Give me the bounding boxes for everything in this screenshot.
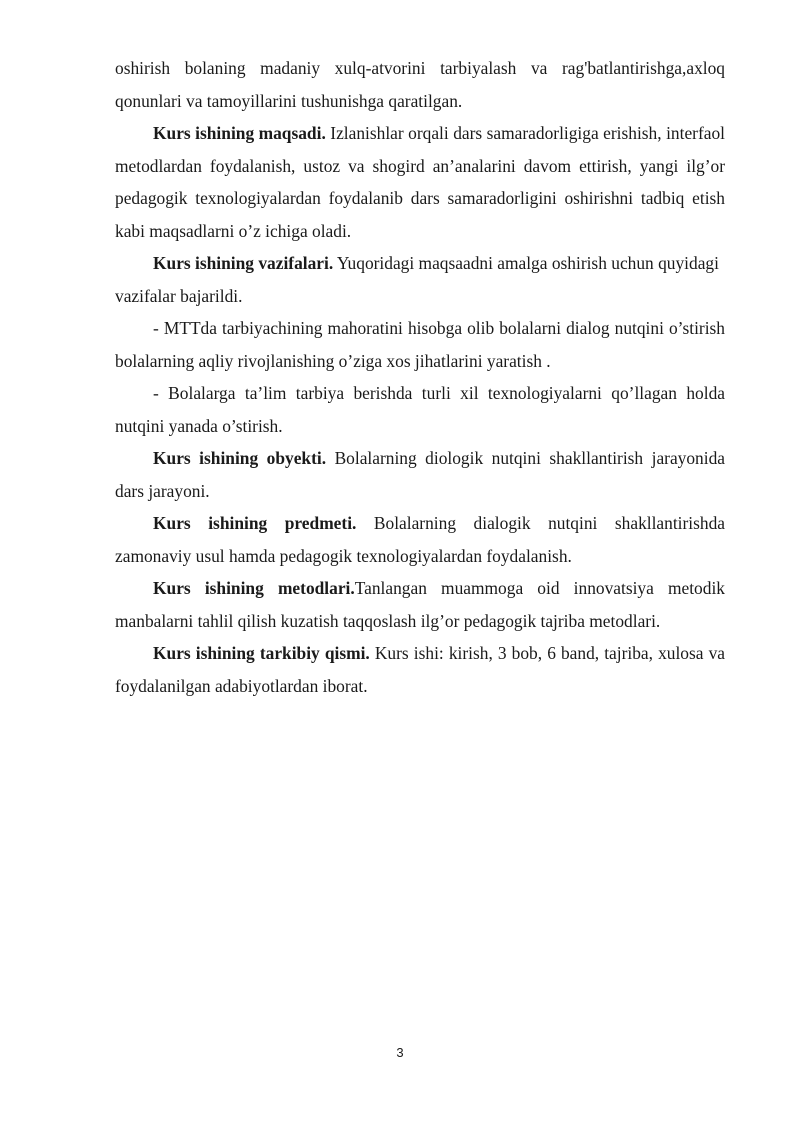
paragraph-heading: Kurs ishining vazifalari. xyxy=(153,253,334,273)
document-body xyxy=(115,52,725,702)
paragraph-heading: Kurs ishining tarkibiy qismi. xyxy=(153,643,370,663)
page-number: 3 xyxy=(396,1045,404,1060)
paragraph-structure xyxy=(115,637,725,702)
paragraph-text: Bolalarning dialogik nutqini shakllantirishda zamonaviy usul hamda pedagogik texnologiyalardan foydalanish. xyxy=(115,513,725,566)
paragraph-goal xyxy=(115,117,725,247)
paragraph-text: Bolalarning diologik nutqini shakllantirish jarayonida dars jarayoni. xyxy=(115,448,726,501)
paragraph-heading: Kurs ishining maqsadi. xyxy=(153,123,326,143)
paragraph-text: - MTTda tarbiyachining mahoratini hisobga olib bolalarni dialog nutqini o’stirish bolalarning aqliy rivojlanishing o’ziga xos jihatlarini yaratish . xyxy=(115,318,725,371)
paragraph-object xyxy=(115,442,725,507)
paragraph-text: - Bolalarga ta’lim tarbiya berishda turli xil texnologiyalarni qo’llagan holda nutqini yanada o’stirish. xyxy=(115,383,725,436)
paragraph-task-item-1 xyxy=(115,312,725,377)
paragraph-text: Tanlangan muammoga oid innovatsiya metodik manbalarni tahlil qilish kuzatish taqqoslash ilg’or pedagogik tajriba metodlari. xyxy=(115,578,725,631)
paragraph-text: Kurs ishi: kirish, 3 bob, 6 band, tajriba, xulosa va foydalanilgan adabiyotlardan iborat. xyxy=(115,643,725,696)
paragraph-heading: Kurs ishining predmeti. xyxy=(153,513,357,533)
paragraph-task-item-2 xyxy=(115,377,725,442)
paragraph-heading: Kurs ishining obyekti. xyxy=(153,448,327,468)
paragraph-continuation xyxy=(115,52,725,117)
paragraph-text: Yuqoridagi maqsaadni amalga oshirish uchun quyidagi vazifalar bajarildi. xyxy=(115,253,719,306)
paragraph-subject xyxy=(115,507,725,572)
paragraph-methods xyxy=(115,572,725,637)
paragraph-text: oshirish bolaning madaniy xulq-atvorini tarbiyalash va rag'batlantirishga,axloq qonunlari va tamoyillarini tushunishga qaratilgan. xyxy=(115,58,725,111)
paragraph-text: Izlanishlar orqali dars samaradorligiga erishish, interfaol metodlardan foydalanish, ustoz va shogird an’analarini davom ettirish, yangi ilg’or pedagogik texnologiyalardan foydalanib dars samaradorligini oshirishni tadbiq etish kabi maqsadlarni o’z ichiga oladi. xyxy=(115,123,725,241)
paragraph-tasks xyxy=(115,247,725,312)
paragraph-heading: Kurs ishining metodlari. xyxy=(153,578,355,598)
